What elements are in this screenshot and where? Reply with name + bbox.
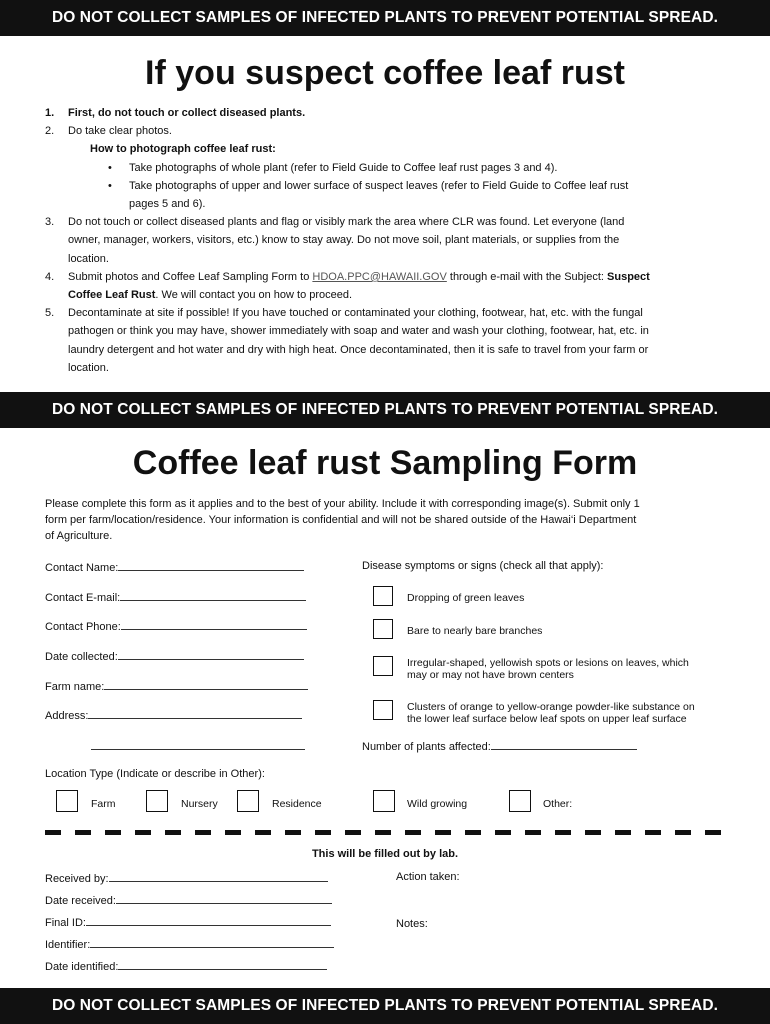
symptom-4-label: Clusters of orange to yellow-orange powder-like substance on the lower leaf surface below leaf spots on upper leaf surface [407, 701, 695, 725]
loc-other-label: Other: [543, 798, 573, 810]
date-identified-field[interactable]: Date identified: [45, 959, 327, 973]
farm-name-line[interactable] [104, 679, 308, 690]
symptoms-heading: Disease symptoms or signs (check all that apply): [362, 560, 604, 572]
warning-banner-middle: DO NOT COLLECT SAMPLES OF INFECTED PLANTS TO PREVENT POTENTIAL SPREAD. [0, 392, 770, 428]
step-3-cont: location. [68, 252, 109, 265]
warning-banner-top: DO NOT COLLECT SAMPLES OF INFECTED PLANTS TO PREVENT POTENTIAL SPREAD. [0, 0, 770, 36]
action-taken-label: Action taken: [396, 871, 460, 883]
received-by-line[interactable] [109, 871, 328, 882]
address-line[interactable] [88, 708, 302, 719]
address-field[interactable]: Address: [45, 708, 302, 722]
contact-email-line[interactable] [120, 590, 306, 601]
step-5: 5. Decontaminate at site if possible! If you have touched or contaminated your clothing, footwear, hat, etc. with the fungal [45, 307, 643, 320]
contact-name-field[interactable]: Contact Name: [45, 560, 304, 574]
page-title: If you suspect coffee leaf rust [145, 54, 625, 92]
plants-affected-field[interactable]: Number of plants affected: [362, 739, 637, 753]
loc-wild-label: Wild growing [407, 798, 468, 810]
instruction-list [45, 104, 735, 377]
symptom-1-label: Dropping of green leaves [407, 592, 525, 604]
notes-label: Notes: [396, 918, 428, 930]
final-id-line[interactable] [86, 915, 331, 926]
plants-affected-line[interactable] [491, 739, 637, 750]
step-5-cont: location. [68, 361, 109, 374]
contact-phone-line[interactable] [121, 619, 307, 630]
symptom-3-label: Irregular-shaped, yellowish spots or lesions on leaves, which may or may not have brown centers [407, 657, 689, 681]
loc-residence-label: Residence [272, 798, 322, 810]
contact-email-field[interactable]: Contact E-mail: [45, 590, 306, 604]
date-collected-line[interactable] [118, 649, 304, 660]
bullet-2-cont: pages 5 and 6). [129, 198, 206, 211]
received-by-field[interactable]: Received by: [45, 871, 328, 885]
loc-nursery-label: Nursery [181, 798, 218, 810]
symptom-2-checkbox[interactable] [373, 619, 393, 639]
identifier-line[interactable] [90, 937, 334, 948]
loc-farm-label: Farm [91, 798, 116, 810]
symptom-1-checkbox[interactable] [373, 586, 393, 606]
date-collected-field[interactable]: Date collected: [45, 649, 304, 663]
step-5-cont: laundry detergent and hot water and dry with high heat. Once decontaminated, then it is safe to travel from your farm or [68, 343, 649, 356]
farm-name-field[interactable]: Farm name: [45, 679, 308, 693]
warning-banner-bottom: DO NOT COLLECT SAMPLES OF INFECTED PLANTS TO PREVENT POTENTIAL SPREAD. [0, 988, 770, 1024]
date-received-line[interactable] [116, 893, 332, 904]
step-5-cont: pathogen or think you may have, shower immediately with soap and water and wash your clothing, footwear, hat, etc. in [68, 325, 649, 338]
contact-phone-field[interactable]: Contact Phone: [45, 619, 307, 633]
loc-farm-checkbox[interactable] [56, 790, 78, 812]
date-identified-line[interactable] [118, 959, 327, 970]
bullet-2: • Take photographs of upper and lower surface of suspect leaves (refer to Field Guide to Coffee leaf rust [108, 179, 629, 192]
date-received-field[interactable]: Date received: [45, 893, 332, 907]
symptom-4-checkbox[interactable] [373, 700, 393, 720]
final-id-field[interactable]: Final ID: [45, 915, 331, 929]
step-3-cont: owner, manager, workers, visitors, etc.) know to stay away. Do not move soil, plant materials, or supplies from the [68, 234, 620, 247]
address-line-2[interactable] [91, 739, 305, 753]
form-title: Coffee leaf rust Sampling Form [132, 444, 638, 482]
symptom-2-label: Bare to nearly bare branches [407, 625, 543, 637]
contact-name-line[interactable] [118, 560, 304, 571]
step-3: 3. Do not touch or collect diseased plants and flag or visibly mark the area where CLR was found. Let everyone (land [45, 216, 625, 229]
email-link[interactable]: HDOA.PPC@HAWAII.GOV [312, 270, 447, 283]
step-4-cont: Coffee Leaf Rust. We will contact you on how to proceed. [68, 289, 353, 302]
location-type-heading: Location Type (Indicate or describe in Other): [45, 768, 265, 780]
form-intro: Please complete this form as it applies and to the best of your ability. Include it with corresponding image(s). Submit only 1 form per farm/location/residence. Your information is confidential and will not be shared outside of the Hawai‘i Department of Agriculture. [45, 498, 640, 542]
loc-nursery-checkbox[interactable] [146, 790, 168, 812]
loc-wild-checkbox[interactable] [373, 790, 395, 812]
identifier-field[interactable]: Identifier: [45, 937, 334, 951]
loc-residence-checkbox[interactable] [237, 790, 259, 812]
lab-heading: This will be filled out by lab. [311, 848, 459, 860]
step-1: 1. First, do not touch or collect diseased plants. [45, 107, 306, 119]
step-2: 2. Do take clear photos. [45, 125, 172, 138]
bullet-1: • Take photographs of whole plant (refer to Field Guide to Coffee leaf rust pages 3 and 4). [108, 161, 558, 174]
loc-other-checkbox[interactable] [509, 790, 531, 812]
photo-heading: How to photograph coffee leaf rust: [90, 143, 276, 156]
step-4: 4. Submit photos and Coffee Leaf Sampling Form to HDOA.PPC@HAWAII.GOV through e-mail with the Subject: Suspect [45, 270, 650, 283]
dashed-divider [45, 830, 725, 835]
symptom-3-checkbox[interactable] [373, 656, 393, 676]
